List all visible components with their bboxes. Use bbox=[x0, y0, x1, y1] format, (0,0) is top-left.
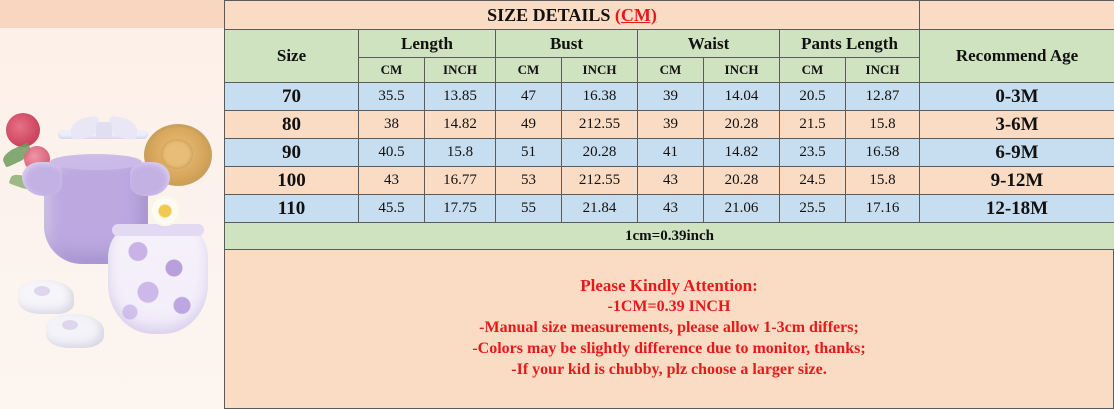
attention-notes bbox=[224, 250, 1114, 409]
subheader-length-cm: CM bbox=[359, 58, 425, 83]
cell-pants-inch: 16.58 bbox=[846, 139, 920, 167]
cell-bust-inch: 20.28 bbox=[562, 139, 638, 167]
cell-age: 12-18M bbox=[920, 195, 1114, 223]
title-row-spacer bbox=[920, 1, 1114, 30]
cell-bust-inch: 212.55 bbox=[562, 111, 638, 139]
romper-hem-ruffle bbox=[50, 154, 142, 170]
table-row bbox=[225, 167, 1114, 195]
cell-length-cm: 35.5 bbox=[359, 83, 425, 111]
cell-size: 80 bbox=[225, 111, 359, 139]
shoe-bow-right bbox=[62, 320, 78, 330]
cell-size: 90 bbox=[225, 139, 359, 167]
header-size: Size bbox=[225, 30, 359, 83]
cell-bust-cm: 51 bbox=[496, 139, 562, 167]
cell-age: 3-6M bbox=[920, 111, 1114, 139]
cell-length-inch: 15.8 bbox=[425, 139, 496, 167]
cell-waist-cm: 41 bbox=[638, 139, 704, 167]
cell-age: 9-12M bbox=[920, 167, 1114, 195]
subheader-bust-inch: INCH bbox=[562, 58, 638, 83]
cell-bust-inch: 16.38 bbox=[562, 83, 638, 111]
cell-pants-cm: 21.5 bbox=[780, 111, 846, 139]
cell-age: 6-9M bbox=[920, 139, 1114, 167]
subheader-pants-inch: INCH bbox=[846, 58, 920, 83]
image-top-strip bbox=[0, 0, 224, 28]
cell-bust-cm: 55 bbox=[496, 195, 562, 223]
subheader-pants-cm: CM bbox=[780, 58, 846, 83]
notes-line-3: -Colors may be slightly difference due to monitor, thanks; bbox=[472, 339, 866, 357]
cell-bust-inch: 21.84 bbox=[562, 195, 638, 223]
cell-pants-inch: 17.16 bbox=[846, 195, 920, 223]
cell-pants-cm: 23.5 bbox=[780, 139, 846, 167]
cell-pants-inch: 12.87 bbox=[846, 83, 920, 111]
cell-length-inch: 14.82 bbox=[425, 111, 496, 139]
cell-waist-cm: 43 bbox=[638, 195, 704, 223]
header-bust: Bust bbox=[496, 30, 638, 58]
cell-bust-cm: 49 bbox=[496, 111, 562, 139]
cell-length-cm: 45.5 bbox=[359, 195, 425, 223]
notes-line-4: -If your kid is chubby, plz choose a larger size. bbox=[511, 360, 827, 378]
cell-waist-cm: 39 bbox=[638, 111, 704, 139]
conversion-note: 1cm=0.39inch bbox=[225, 223, 1114, 250]
cell-length-inch: 17.75 bbox=[425, 195, 496, 223]
headband-bow bbox=[58, 114, 148, 144]
shorts-waistband bbox=[112, 224, 204, 236]
notes-line-2: -Manual size measurements, please allow 1-3cm differs; bbox=[479, 318, 859, 336]
cell-length-cm: 40.5 bbox=[359, 139, 425, 167]
cell-size: 110 bbox=[225, 195, 359, 223]
header-recommend-age: Recommend Age bbox=[920, 30, 1114, 83]
table-title-unit: (CM) bbox=[614, 4, 657, 25]
cell-pants-cm: 20.5 bbox=[780, 83, 846, 111]
cell-size: 70 bbox=[225, 83, 359, 111]
notes-title: Please Kindly Attention: bbox=[580, 275, 758, 295]
cell-waist-inch: 14.04 bbox=[704, 83, 780, 111]
size-details-table bbox=[224, 0, 1114, 250]
subheader-length-inch: INCH bbox=[425, 58, 496, 83]
cell-waist-cm: 39 bbox=[638, 83, 704, 111]
cell-length-inch: 16.77 bbox=[425, 167, 496, 195]
cell-size: 100 bbox=[225, 167, 359, 195]
table-title-main: SIZE DETAILS bbox=[487, 4, 615, 25]
baby-shoe-left bbox=[18, 280, 74, 314]
table-title-row bbox=[225, 1, 1114, 30]
floral-bloomer-shorts bbox=[108, 224, 208, 334]
cell-length-inch: 13.85 bbox=[425, 83, 496, 111]
flower-icon bbox=[6, 113, 40, 147]
cell-pants-cm: 24.5 bbox=[780, 167, 846, 195]
table-row bbox=[225, 139, 1114, 167]
cell-pants-inch: 15.8 bbox=[846, 111, 920, 139]
header-pants-length: Pants Length bbox=[780, 30, 920, 58]
notes-line-1: -1CM=0.39 INCH bbox=[607, 297, 731, 315]
baby-shoe-right bbox=[46, 314, 104, 348]
cell-waist-cm: 43 bbox=[638, 167, 704, 195]
table-row bbox=[225, 111, 1114, 139]
cell-age: 0-3M bbox=[920, 83, 1114, 111]
cell-waist-inch: 20.28 bbox=[704, 167, 780, 195]
cell-length-cm: 43 bbox=[359, 167, 425, 195]
table-row bbox=[225, 195, 1114, 223]
cell-length-cm: 38 bbox=[359, 111, 425, 139]
product-image-panel bbox=[0, 0, 224, 409]
bow-knot bbox=[96, 122, 112, 138]
header-waist: Waist bbox=[638, 30, 780, 58]
product-photo bbox=[0, 28, 224, 409]
shoe-bow-left bbox=[34, 286, 50, 296]
header-length: Length bbox=[359, 30, 496, 58]
yellow-flower-icon bbox=[150, 196, 180, 226]
cell-waist-inch: 21.06 bbox=[704, 195, 780, 223]
subheader-waist-inch: INCH bbox=[704, 58, 780, 83]
cell-pants-cm: 25.5 bbox=[780, 195, 846, 223]
cell-bust-cm: 47 bbox=[496, 83, 562, 111]
size-table-panel bbox=[224, 0, 1114, 409]
header-row-primary bbox=[225, 30, 1114, 58]
cell-waist-inch: 14.82 bbox=[704, 139, 780, 167]
subheader-bust-cm: CM bbox=[496, 58, 562, 83]
table-title bbox=[225, 1, 920, 30]
cell-waist-inch: 20.28 bbox=[704, 111, 780, 139]
cell-bust-cm: 53 bbox=[496, 167, 562, 195]
table-row bbox=[225, 83, 1114, 111]
conversion-row bbox=[225, 223, 1114, 250]
subheader-waist-cm: CM bbox=[638, 58, 704, 83]
cell-pants-inch: 15.8 bbox=[846, 167, 920, 195]
cell-bust-inch: 212.55 bbox=[562, 167, 638, 195]
